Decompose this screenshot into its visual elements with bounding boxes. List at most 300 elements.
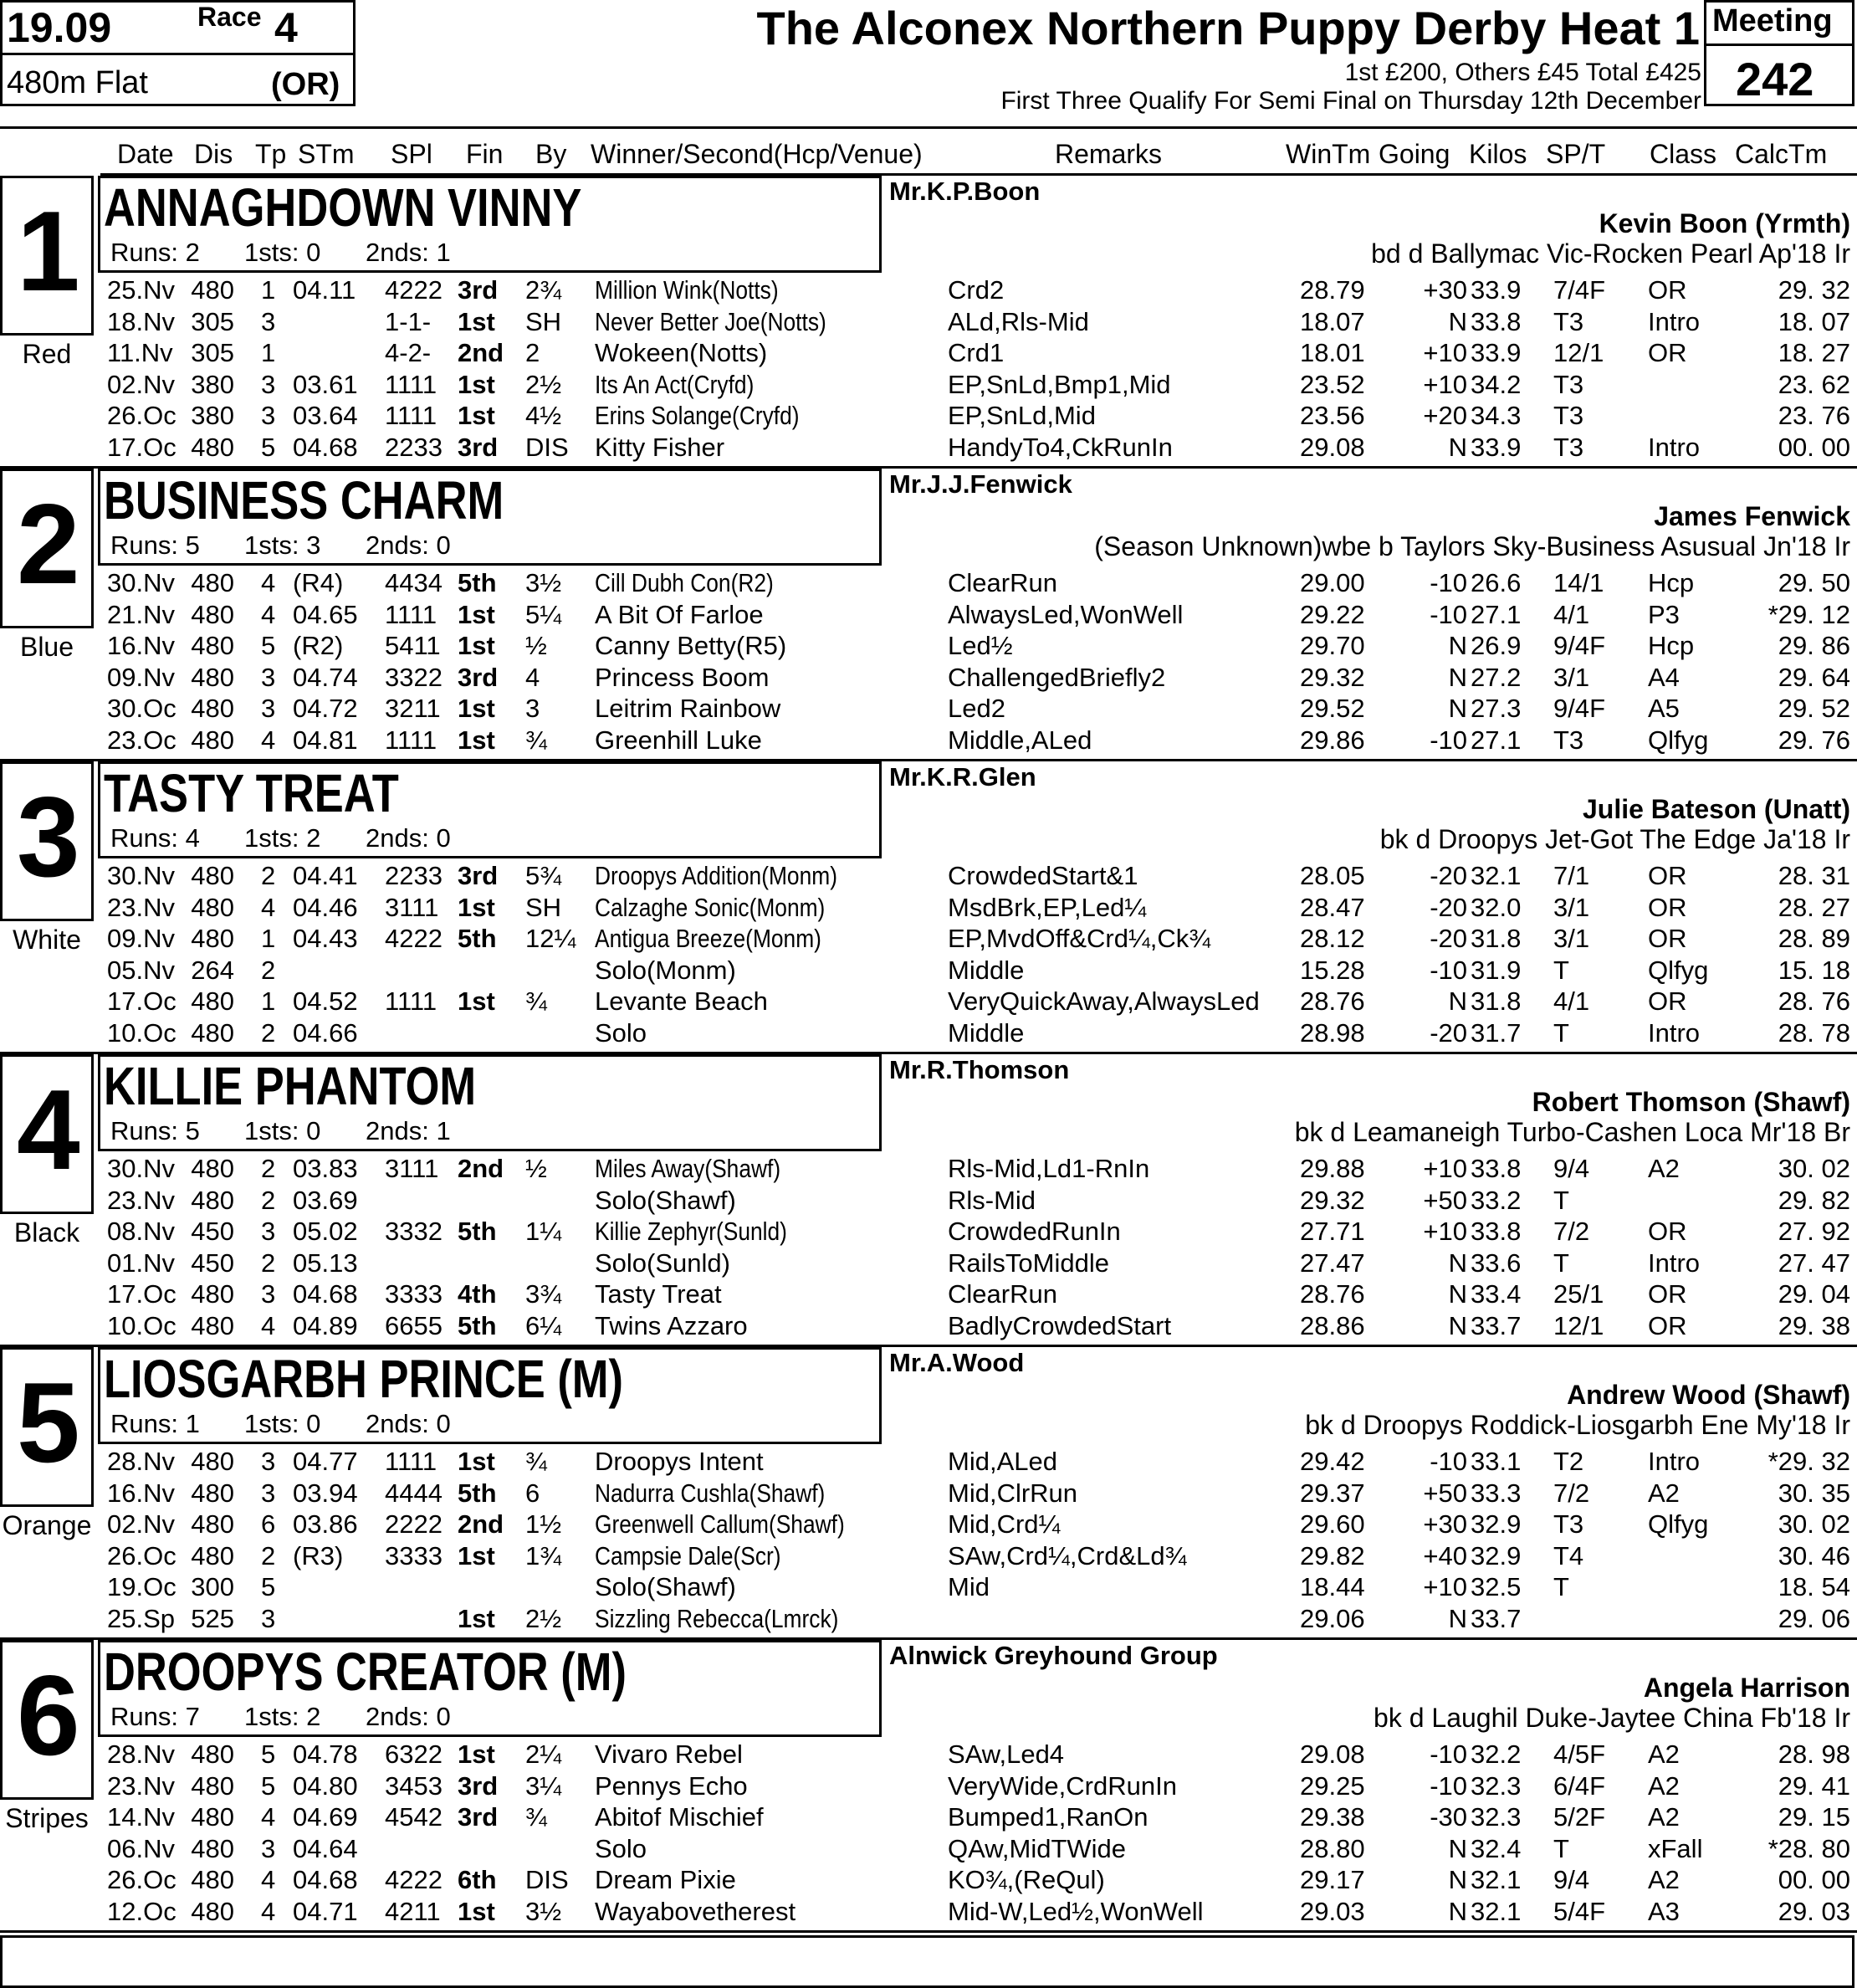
form-cell: 32.3 [1471,1770,1522,1801]
form-cell: 9/4 [1553,1865,1590,1894]
form-cell: 4 [261,1865,276,1894]
runner-block [0,1054,1857,1347]
form-cell: Solo [595,1017,647,1048]
form-cell: OR [1648,1310,1687,1340]
form-cell: ¾ [525,1802,547,1832]
form-cell: 04.77 [293,1447,358,1476]
form-cell: Solo(Shawf) [595,1572,736,1601]
form-cell: 3rd [458,1802,499,1832]
firsts-count: 1sts: 0 [244,238,321,267]
trainer: Julie Bateson (Unatt) [1582,794,1850,824]
form-cell: T3 [1553,401,1584,430]
race-title: The Alconex Northern Puppy Derby Heat 1 [756,2,1700,54]
form-cell: Kitty Fisher [595,432,725,462]
form-cell: 29.86 [1300,725,1365,755]
form-cell: 28. 31 [1778,861,1850,890]
form-cell: 2 [261,861,276,890]
form-row [0,1833,1857,1864]
form-cell: 05.13 [293,1248,358,1278]
runs-count: Runs: 2 [110,238,200,267]
form-cell: 3rd [458,662,499,692]
form-cell: 28.05 [1300,861,1365,890]
form-cell: T3 [1553,369,1584,399]
race-time: 19.09 [7,4,112,51]
owner: Alnwick Greyhound Group [889,1641,1218,1670]
firsts-count: 1sts: 0 [244,1409,321,1438]
form-cell: Cill Dubh Con(R2) [595,568,774,597]
form-cell: 29.08 [1300,1740,1365,1769]
form-cell: 03.86 [293,1509,358,1539]
form-cell: 480 [191,1310,234,1340]
form-cell: 7/1 [1553,861,1590,890]
form-cell: 04.78 [293,1740,358,1769]
form-cell: 10.Oc [107,1017,176,1048]
form-cell: 19.Oc [107,1572,176,1601]
form-cell: 27.1 [1471,725,1522,755]
breeding: bk d Droopys Jet-Got The Edge Ja'18 Ir [1379,824,1850,854]
form-cell: -20 [1430,892,1467,922]
form-row [0,432,1857,463]
form-cell: (R2) [293,631,344,660]
form-cell: 4 [261,1802,276,1832]
form-cell: 18.07 [1300,306,1365,336]
trap-number: 5 [17,1359,80,1486]
form-cell: 1 [261,275,276,305]
form-cell: Twins Azzaro [595,1310,748,1340]
form-cell: 02.Nv [107,1509,175,1539]
form-cell: DIS [525,432,569,462]
column-header: Going [1379,139,1450,169]
form-cell: Bumped1,RanOn [948,1802,1148,1832]
form-cell: *29. 12 [1767,599,1850,629]
form-row [0,337,1857,368]
form-cell: 31.8 [1471,924,1522,953]
form-cell: 04.72 [293,694,358,723]
runner-block [0,1640,1857,1933]
form-row [0,1571,1857,1602]
form-cell: 4/1 [1553,599,1590,629]
form-cell: 2233 [385,432,443,462]
form-row [0,599,1857,630]
form-cell: T3 [1553,306,1584,336]
form-cell: 1st [458,631,495,660]
form-cell: 2 [261,1017,276,1048]
form-cell: Mid,ALed [948,1447,1057,1476]
seconds-count: 2nds: 1 [366,1116,451,1145]
form-cell: 12/1 [1553,1310,1604,1340]
form-cell: CrowdedRunIn [948,1217,1121,1246]
form-cell: 18.Nv [107,306,175,336]
form-cell: Rls-Mid [948,1185,1036,1215]
runner-block [0,469,1857,761]
form-cell: 26.6 [1471,568,1522,597]
form-cell: 29. 06 [1778,1603,1850,1633]
form-cell: 27.2 [1471,662,1522,692]
form-cell: -10 [1430,599,1467,629]
form-cell: 3 [261,401,276,430]
footer-box [0,1935,1854,1988]
form-row [0,1216,1857,1247]
form-cell: 33.6 [1471,1248,1522,1278]
form-row [0,1896,1857,1927]
form-cell: 4 [261,599,276,629]
form-cell: 27.47 [1300,1248,1365,1278]
form-cell: 1111 [385,986,437,1016]
form-cell: 480 [191,1770,234,1801]
form-cell: 3½ [525,1896,562,1926]
form-row [0,1603,1857,1634]
form-cell: Rls-Mid,Ld1-RnIn [948,1154,1150,1183]
meeting-divider [1704,44,1854,46]
form-cell: 4/1 [1553,986,1590,1016]
form-cell: 27.71 [1300,1217,1365,1246]
form-cell: 03.64 [293,401,358,430]
form-cell: 1st [458,1603,495,1633]
runs-count: Runs: 5 [110,530,200,560]
form-cell: 5th [458,1478,497,1508]
column-header: Fin [466,139,504,169]
form-row [0,1017,1857,1048]
seconds-count: 2nds: 1 [366,238,451,267]
form-cell: 29.37 [1300,1478,1365,1508]
form-cell: ALd,Rls-Mid [948,306,1089,336]
form-cell: +10 [1423,338,1467,367]
form-cell: 18. 27 [1778,338,1850,367]
form-cell: 1st [458,1896,495,1926]
form-cell: Greenwell Callum(Shawf) [595,1509,845,1539]
form-cell: 3/1 [1553,892,1590,922]
form-cell: 3 [261,369,276,399]
form-cell: 00. 00 [1778,1865,1850,1894]
trap-colour: Blue [19,632,74,662]
form-cell: 4 [261,892,276,922]
form-cell: 2½ [525,369,562,399]
form-cell: A2 [1648,1740,1680,1769]
form-cell: 1st [458,369,495,399]
form-cell: 08.Nv [107,1217,175,1246]
form-cell: 3 [261,1478,276,1508]
form-cell: 480 [191,1154,234,1183]
form-cell: 3333 [385,1540,443,1570]
dog-name-text: ANNAGHDOWN VINNY [104,177,582,238]
form-cell: +10 [1423,1154,1467,1183]
form-cell: 29. 52 [1778,694,1850,723]
form-cell: 1st [458,599,495,629]
form-row [0,1153,1857,1184]
form-cell: 450 [191,1217,234,1246]
form-cell: 15. 18 [1778,955,1850,985]
form-cell: T3 [1553,725,1584,755]
form-cell: 480 [191,568,234,597]
form-cell: 33.4 [1471,1279,1522,1309]
form-cell: VeryQuickAway,AlwaysLed [948,986,1260,1016]
seconds-count: 2nds: 0 [366,530,451,560]
form-cell: A4 [1648,662,1680,692]
form-cell: 33.7 [1471,1310,1522,1340]
form-cell: 28.12 [1300,924,1365,953]
form-cell: 16.Nv [107,631,175,660]
form-cell: 380 [191,369,234,399]
form-cell: 6322 [385,1740,443,1769]
form-row [0,986,1857,1017]
form-cell: T3 [1553,1509,1584,1539]
form-cell: 480 [191,1802,234,1832]
form-cell: 5/4F [1553,1896,1606,1926]
form-cell: T3 [1553,432,1584,462]
prize-money: 1st £200, Others £45 Total £425 [1344,59,1701,86]
form-cell: QAw,MidTWide [948,1833,1127,1863]
form-cell: 4½ [525,401,562,430]
form-row [0,1478,1857,1509]
column-header: Remarks [1055,139,1163,169]
form-cell: 04.52 [293,986,358,1016]
form-cell: 04.68 [293,1865,358,1894]
form-cell: 2233 [385,861,443,890]
form-cell: 29. 76 [1778,725,1850,755]
form-cell: Sizzling Rebecca(Lmrck) [595,1603,839,1633]
form-cell: VeryWide,CrdRunIn [948,1770,1177,1801]
form-cell: Miles Away(Shawf) [595,1154,781,1183]
owner: Mr.K.R.Glen [889,762,1036,792]
form-cell: 480 [191,1865,234,1894]
form-cell: 1 [261,986,276,1016]
firsts-count: 1sts: 2 [244,1702,321,1731]
form-cell: 30.Oc [107,694,176,723]
form-cell: 18. 54 [1778,1572,1850,1601]
form-cell: 5 [261,1770,276,1801]
form-cell: Princess Boom [595,662,770,692]
form-cell: (R4) [293,568,344,597]
runner-block [0,761,1857,1054]
header-rule [0,126,1857,129]
form-cell: 5th [458,1310,497,1340]
form-cell: 3453 [385,1770,443,1801]
form-cell: N [1448,662,1467,692]
form-cell: 29.08 [1300,432,1365,462]
form-cell: 29.03 [1300,1896,1365,1926]
trap-colour: White [13,925,81,955]
form-cell: SAw,Led4 [948,1740,1065,1769]
form-row [0,630,1857,661]
form-cell: 3211 [385,694,441,723]
form-cell: 29. 86 [1778,631,1850,660]
form-cell: 1 [261,924,276,953]
form-cell: 32.2 [1471,1740,1522,1769]
form-cell: Led2 [948,694,1005,723]
form-cell: 17.Oc [107,1279,176,1309]
form-row [0,274,1857,305]
race-distance: 480m Flat [7,65,148,100]
form-cell: Tasty Treat [595,1279,722,1309]
form-cell: +40 [1423,1540,1467,1570]
trap-number: 2 [17,480,80,607]
form-cell: 33.1 [1471,1447,1522,1476]
form-cell: *29. 32 [1767,1447,1850,1476]
form-cell: A2 [1648,1802,1680,1832]
form-cell: 33.8 [1471,306,1522,336]
form-cell: 1st [458,1540,495,1570]
form-cell: 1111 [385,725,437,755]
form-row [0,1801,1857,1832]
form-cell: 1111 [385,1447,437,1476]
form-cell: N [1448,1833,1467,1863]
form-cell: 1st [458,694,495,723]
form-row [0,1770,1857,1801]
form-cell: 29. 41 [1778,1770,1850,1801]
form-cell: 3¾ [525,1279,562,1309]
form-cell: 1½ [525,1509,562,1539]
dog-name [104,470,591,530]
form-cell: -10 [1430,955,1467,985]
form-row [0,955,1857,986]
form-cell: Wokeen(Notts) [595,338,768,367]
form-cell: 33.8 [1471,1154,1522,1183]
column-header: SP/T [1546,139,1606,169]
form-cell: 7/4F [1553,275,1606,305]
trap-colour: Stripes [5,1803,89,1833]
form-cell: 33.2 [1471,1185,1522,1215]
form-cell: 1st [458,1740,495,1769]
form-cell: 480 [191,662,234,692]
form-cell: Mid,Crd¼ [948,1509,1061,1539]
form-cell: SAw,Crd¼,Crd&Ld¾ [948,1540,1187,1570]
form-cell: 28. 78 [1778,1017,1850,1048]
form-cell: 3 [261,694,276,723]
form-cell: 6/4F [1553,1770,1606,1801]
form-cell: 00. 00 [1778,432,1850,462]
trap-number: 1 [17,187,80,315]
race-info-divider [0,53,356,55]
form-cell: 480 [191,725,234,755]
form-cell: 05.Nv [107,955,175,985]
form-cell: 5¼ [525,599,562,629]
form-cell: N [1448,694,1467,723]
race-number: 4 [274,4,298,51]
form-cell: Hcp [1648,631,1695,660]
form-cell: +20 [1423,401,1467,430]
form-cell: 30.Nv [107,568,175,597]
form-cell: 480 [191,1896,234,1926]
form-cell: (R3) [293,1540,344,1570]
form-cell: 31.9 [1471,955,1522,985]
form-cell: Middle [948,955,1025,985]
trap-colour: Red [22,339,72,369]
form-cell: 04.80 [293,1770,358,1801]
form-cell: T [1553,1248,1569,1278]
form-cell: 380 [191,401,234,430]
form-cell: OR [1648,338,1687,367]
form-cell: Crd2 [948,275,1005,305]
form-cell: 2 [261,1540,276,1570]
form-cell: Antigua Breeze(Monm) [595,924,821,953]
form-cell: 18.01 [1300,338,1365,367]
form-cell: 18.44 [1300,1572,1365,1601]
form-cell: 480 [191,1740,234,1769]
form-cell: Solo(Shawf) [595,1185,736,1215]
form-row [0,306,1857,337]
form-cell: 04.68 [293,1279,358,1309]
owner: Mr.K.P.Boon [889,177,1041,206]
dog-name [104,177,687,238]
form-cell: N [1448,306,1467,336]
form-cell: 5 [261,432,276,462]
form-cell: 3½ [525,568,562,597]
form-cell: Mid [948,1572,990,1601]
runs-count: Runs: 4 [110,823,200,853]
form-cell: 29.60 [1300,1509,1365,1539]
form-cell: N [1448,1896,1467,1926]
form-cell: 305 [191,338,234,367]
form-cell: Qlfyg [1648,725,1709,755]
form-cell: A Bit Of Farloe [595,599,764,629]
form-cell: 29.52 [1300,694,1365,723]
form-row [0,1185,1857,1216]
form-cell: 32.1 [1471,1865,1522,1894]
form-cell: 3 [525,694,540,723]
race-grade: (OR) [271,67,340,102]
form-cell: +50 [1423,1478,1467,1508]
form-cell: +50 [1423,1185,1467,1215]
form-cell: 04.89 [293,1310,358,1340]
form-cell: T [1553,1185,1569,1215]
form-cell: 27.3 [1471,694,1522,723]
owner: Mr.R.Thomson [889,1055,1070,1084]
form-cell: 34.2 [1471,369,1522,399]
form-cell: N [1448,1310,1467,1340]
trap-number: 3 [17,773,80,900]
form-cell: 3rd [458,861,499,890]
runner-divider [0,1930,1857,1933]
form-row [0,1310,1857,1341]
form-cell: 4-2- [385,338,432,367]
form-cell: 28. 98 [1778,1740,1850,1769]
form-cell: 29. 04 [1778,1279,1850,1309]
form-cell: -30 [1430,1802,1467,1832]
form-cell: 3rd [458,432,499,462]
form-cell: 26.Oc [107,1865,176,1894]
form-cell: 480 [191,1185,234,1215]
runs-count: Runs: 7 [110,1702,200,1731]
column-header: By [535,139,567,169]
trainer: Angela Harrison [1643,1673,1850,1703]
form-cell: 30. 02 [1778,1509,1850,1539]
form-cell: 28. 76 [1778,986,1850,1016]
form-cell: 3rd [458,1770,499,1801]
dog-name [104,763,463,823]
form-cell: 1111 [385,369,437,399]
form-cell: 29.42 [1300,1447,1365,1476]
form-cell: Mid,ClrRun [948,1478,1078,1508]
form-cell: 4444 [385,1478,443,1508]
form-cell: 1111 [385,401,437,430]
seconds-count: 2nds: 0 [366,823,451,853]
form-cell: N [1448,1865,1467,1894]
form-cell: OR [1648,924,1687,953]
firsts-count: 1sts: 3 [244,530,321,560]
form-cell: 2½ [525,1603,562,1633]
form-cell: 5 [261,1572,276,1601]
form-cell: 4542 [385,1802,443,1832]
form-cell: 29. 32 [1778,275,1850,305]
form-cell: 30.Nv [107,1154,175,1183]
form-cell: 05.02 [293,1217,358,1246]
form-cell: 4211 [385,1896,441,1926]
form-cell: N [1448,631,1467,660]
form-cell: T2 [1553,1447,1584,1476]
form-cell: 04.11 [293,275,356,305]
form-cell: 7/2 [1553,1478,1590,1508]
form-cell: -20 [1430,1017,1467,1048]
